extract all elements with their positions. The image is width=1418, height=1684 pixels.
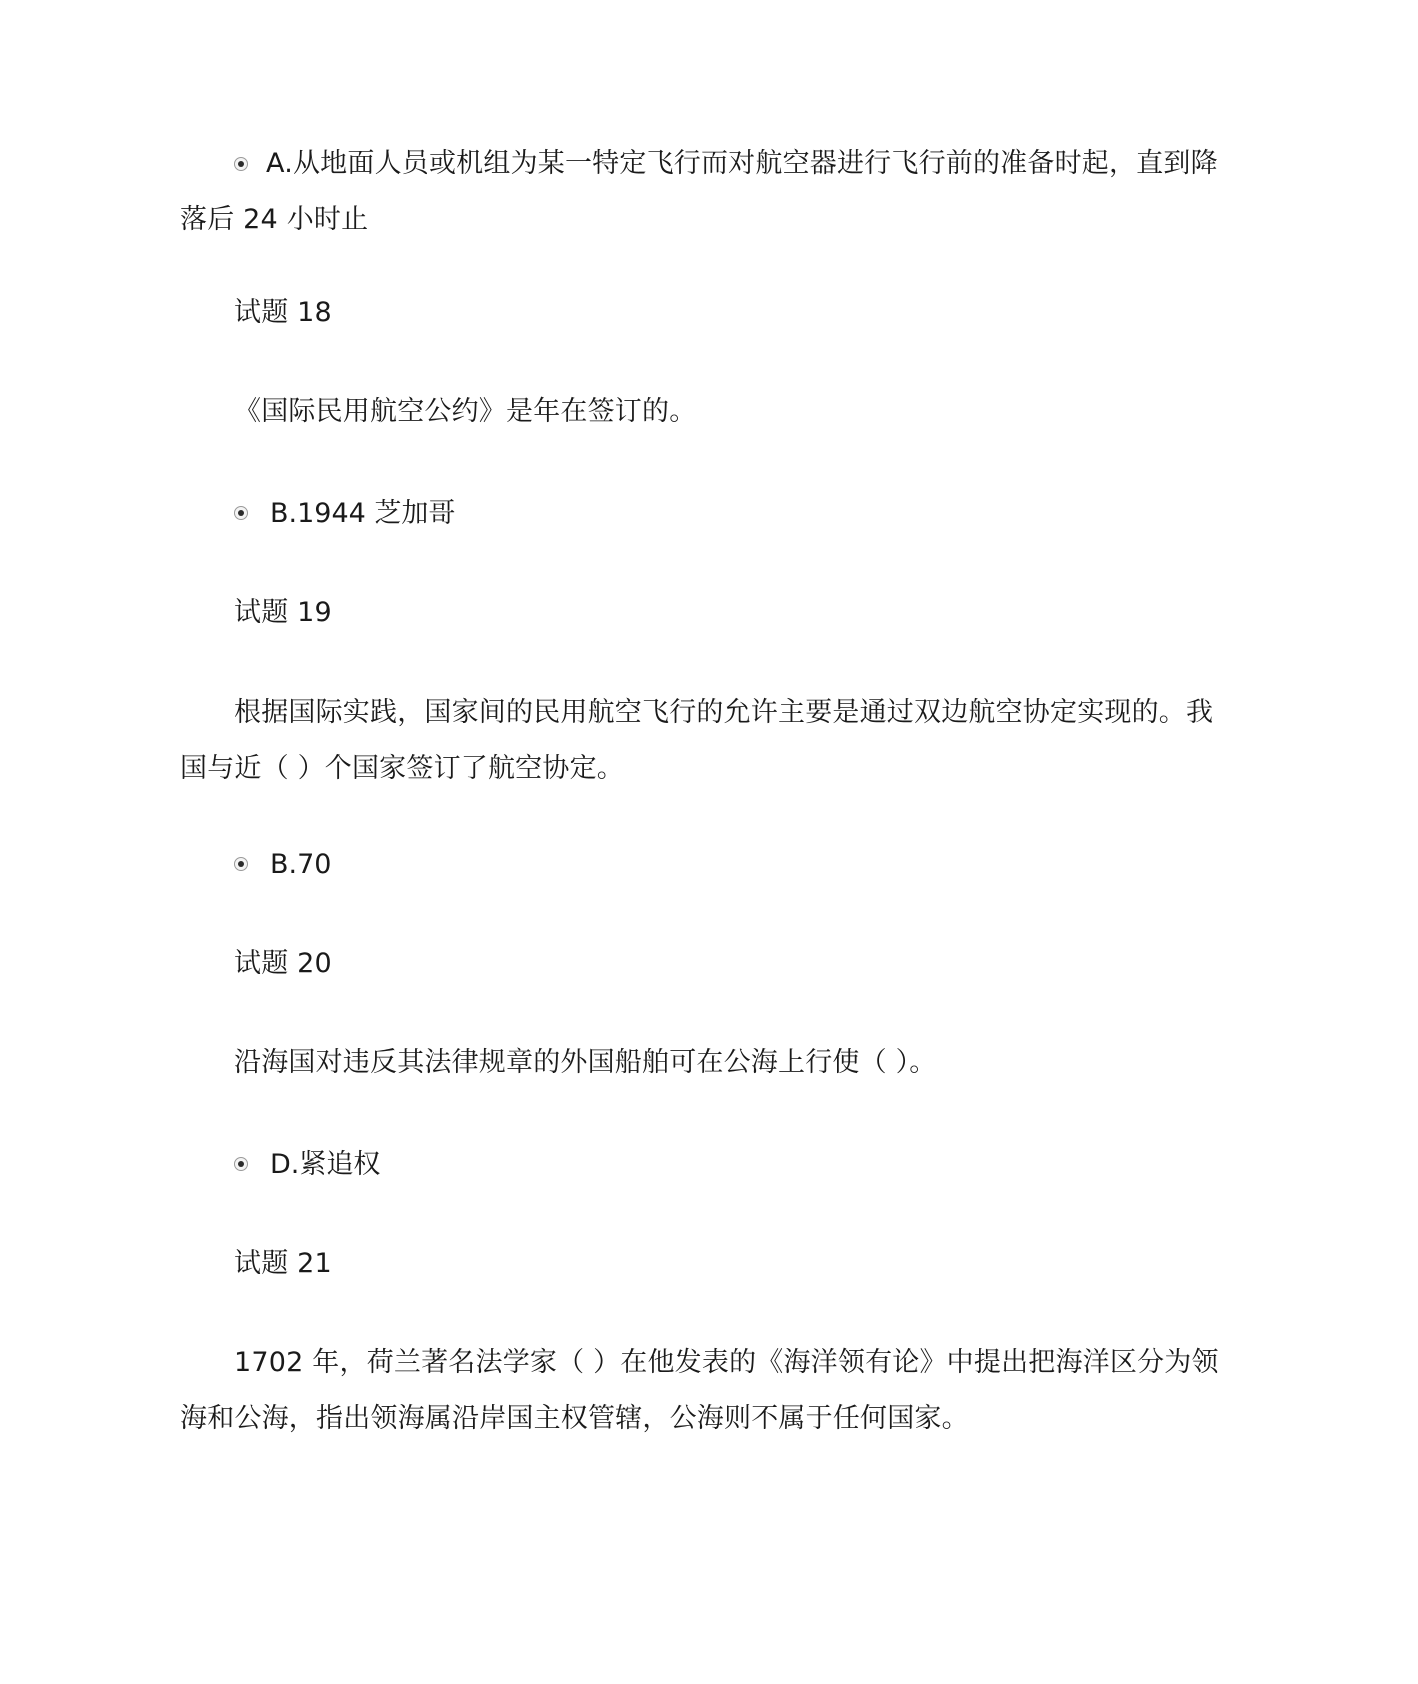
question-label-18: 试题 18 — [234, 297, 332, 328]
question-label-21: 试题 21 — [234, 1248, 332, 1279]
radio-selected-icon[interactable] — [234, 506, 248, 520]
option-row-q18[interactable] — [234, 486, 455, 542]
option-text: A.从地面人员或机组为某一特定飞行而对航空器进行飞行前的准备时起，直到降落后 24 小时止 — [180, 148, 1218, 235]
option-row-q17[interactable] — [180, 136, 1240, 248]
radio-selected-icon[interactable] — [234, 857, 248, 871]
question-text-21: 1702 年，荷兰著名法学家（ ）在他发表的《海洋领有论》中提出把海洋区分为领海和公海，指出领海属沿岸国主权管辖，公海则不属于任何国家。 — [180, 1347, 1219, 1434]
question-text-19: 根据国际实践，国家间的民用航空飞行的允许主要是通过双边航空协定实现的。我国与近（ ）个国家签订了航空协定。 — [180, 697, 1214, 784]
radio-selected-icon[interactable] — [234, 1157, 248, 1171]
option-row-q19[interactable] — [234, 837, 331, 893]
question-label-19: 试题 19 — [234, 597, 332, 628]
question-text-20: 沿海国对违反其法律规章的外国船舶可在公海上行使（ ）。 — [234, 1047, 937, 1078]
option-row-q20[interactable] — [234, 1137, 380, 1193]
radio-selected-icon[interactable] — [234, 157, 248, 171]
option-text: D.紧追权 — [270, 1149, 381, 1180]
question-label-20: 试题 20 — [234, 948, 332, 979]
option-text: B.70 — [270, 849, 332, 880]
question-text-18: 《国际民用航空公约》是年在签订的。 — [234, 396, 697, 427]
option-text: B.1944 芝加哥 — [270, 498, 456, 529]
